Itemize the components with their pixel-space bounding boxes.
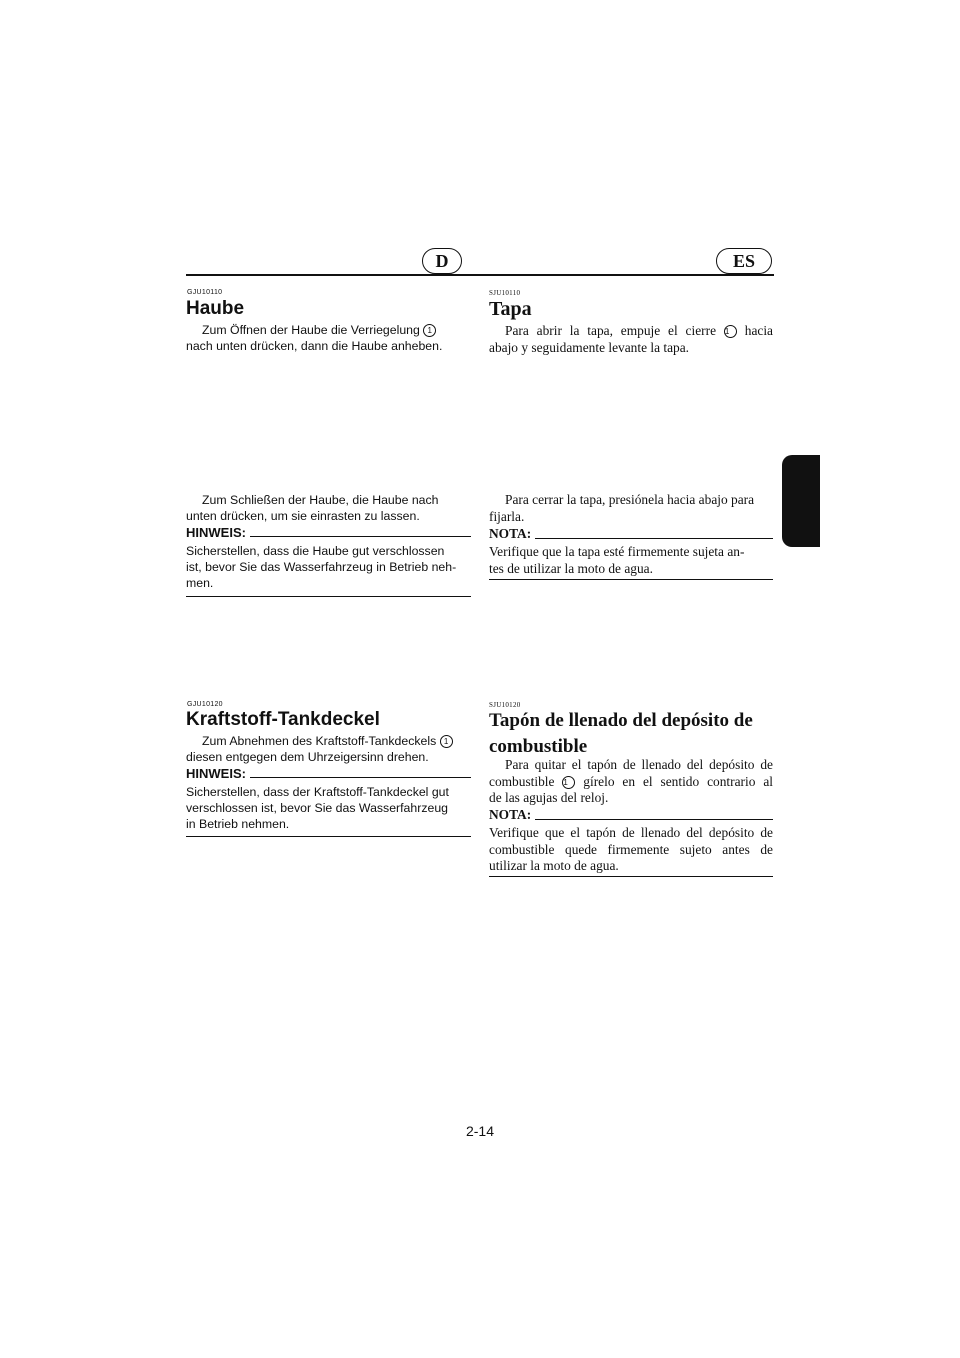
section-code: GJU10120: [187, 701, 223, 708]
note-text: [186, 784, 471, 832]
text: nach unten drücken, dann die Haube anheben.: [186, 339, 443, 353]
language-badge-es-label: ES: [732, 250, 756, 271]
text: tes de utilizar la moto de agua.: [489, 560, 653, 576]
text: ist, bevor Sie das Wasserfahrzeug in Betrieb neh-: [186, 560, 457, 574]
page-number: 2-14: [465, 1123, 495, 1139]
section-title: Haube: [186, 298, 245, 319]
paragraph-open-hood: [186, 322, 471, 354]
text: hacia: [744, 323, 773, 338]
section-code: GJU10110: [187, 289, 223, 296]
paragraph-remove-fuel-cap: [186, 733, 471, 765]
callout-1-icon: 1: [562, 776, 575, 789]
note-rule: [250, 777, 471, 778]
language-badge-es: [716, 248, 772, 274]
text: Para abrir la tapa, empuje el cierre: [505, 323, 717, 338]
text: Zum Abnehmen des Kraftstoff-Tankdeckels: [202, 734, 437, 748]
section-title: Kraftstoff-Tankdeckel: [186, 709, 380, 730]
paragraph-close-hood: [186, 492, 471, 524]
text: men.: [186, 576, 214, 590]
text: verschlossen ist, bevor Sie das Wasserfahrzeug: [186, 801, 448, 815]
note-rule: [250, 536, 471, 537]
note-text: [186, 543, 471, 591]
callout-1-icon: 1: [423, 324, 436, 337]
note-heading: [489, 526, 773, 542]
text: combustible quede firmemente sujeto antes de: [489, 841, 773, 857]
text: Zum Öffnen der Haube die Verriegelung: [202, 323, 420, 337]
section-title: [489, 708, 753, 760]
text: combustible: [489, 773, 555, 789]
header-rule: [186, 274, 774, 276]
callout-1-icon: 1: [440, 735, 453, 748]
title-line: Tapón de llenado del depósito de: [489, 710, 753, 731]
note-heading: [186, 766, 471, 781]
text: Sicherstellen, dass die Haube gut verschlossen: [186, 544, 445, 558]
note-block: [489, 526, 773, 577]
note-block: [186, 766, 471, 832]
text: diesen entgegen dem Uhrzeigersinn drehen.: [186, 750, 429, 764]
text: utilizar la moto de agua.: [489, 858, 619, 873]
note-block: [186, 525, 471, 591]
callout-1-icon: 1: [724, 325, 737, 338]
note-heading: [489, 807, 773, 823]
note-label: NOTA:: [489, 807, 532, 822]
text: Para cerrar la tapa, presiónela hacia abajo para: [505, 492, 755, 507]
text: abajo y seguidamente levante la tapa.: [489, 339, 690, 355]
note-label: HINWEIS:: [186, 525, 246, 540]
note-label: NOTA:: [489, 526, 532, 541]
note-heading: [186, 525, 471, 540]
section-code: SJU10120: [489, 701, 521, 709]
note-rule: [535, 538, 773, 539]
note-text: [489, 825, 773, 875]
text: unten drücken, um sie einrasten zu lassen.: [186, 509, 420, 523]
text: Zum Schließen der Haube, die Haube nach: [202, 493, 439, 507]
note-end-rule: [186, 596, 471, 597]
paragraph-close-cover: [489, 492, 773, 525]
text: Para quitar el tapón de llenado del depósito de: [505, 757, 773, 772]
note-text: [489, 544, 773, 577]
note-end-rule: [186, 836, 471, 837]
text: in Betrieb nehmen.: [186, 817, 290, 831]
note-end-rule: [489, 579, 773, 580]
section-title: Tapa: [489, 298, 532, 320]
language-badge-d-label: D: [435, 250, 449, 271]
note-end-rule: [489, 876, 773, 877]
paragraph-open-cover: [489, 323, 773, 356]
chapter-tab: [782, 455, 820, 547]
text: fijarla.: [489, 508, 525, 524]
note-block: [489, 807, 773, 875]
title-line: combustible: [489, 736, 588, 757]
section-code: SJU10110: [489, 289, 521, 297]
text: Verifique que el tapón de llenado del depósito de: [489, 825, 773, 840]
text: Sicherstellen, dass der Kraftstoff-Tankdeckel gut: [186, 785, 449, 799]
text: gírelo en el sentido contrario al: [583, 773, 773, 789]
note-label: HINWEIS:: [186, 766, 246, 781]
note-rule: [535, 819, 773, 820]
paragraph-remove-filler-cap: [489, 757, 773, 807]
text: de las agujas del reloj.: [489, 790, 609, 805]
language-badge-d: [422, 248, 462, 274]
text: Verifique que la tapa esté firmemente sujeta an-: [489, 544, 745, 559]
